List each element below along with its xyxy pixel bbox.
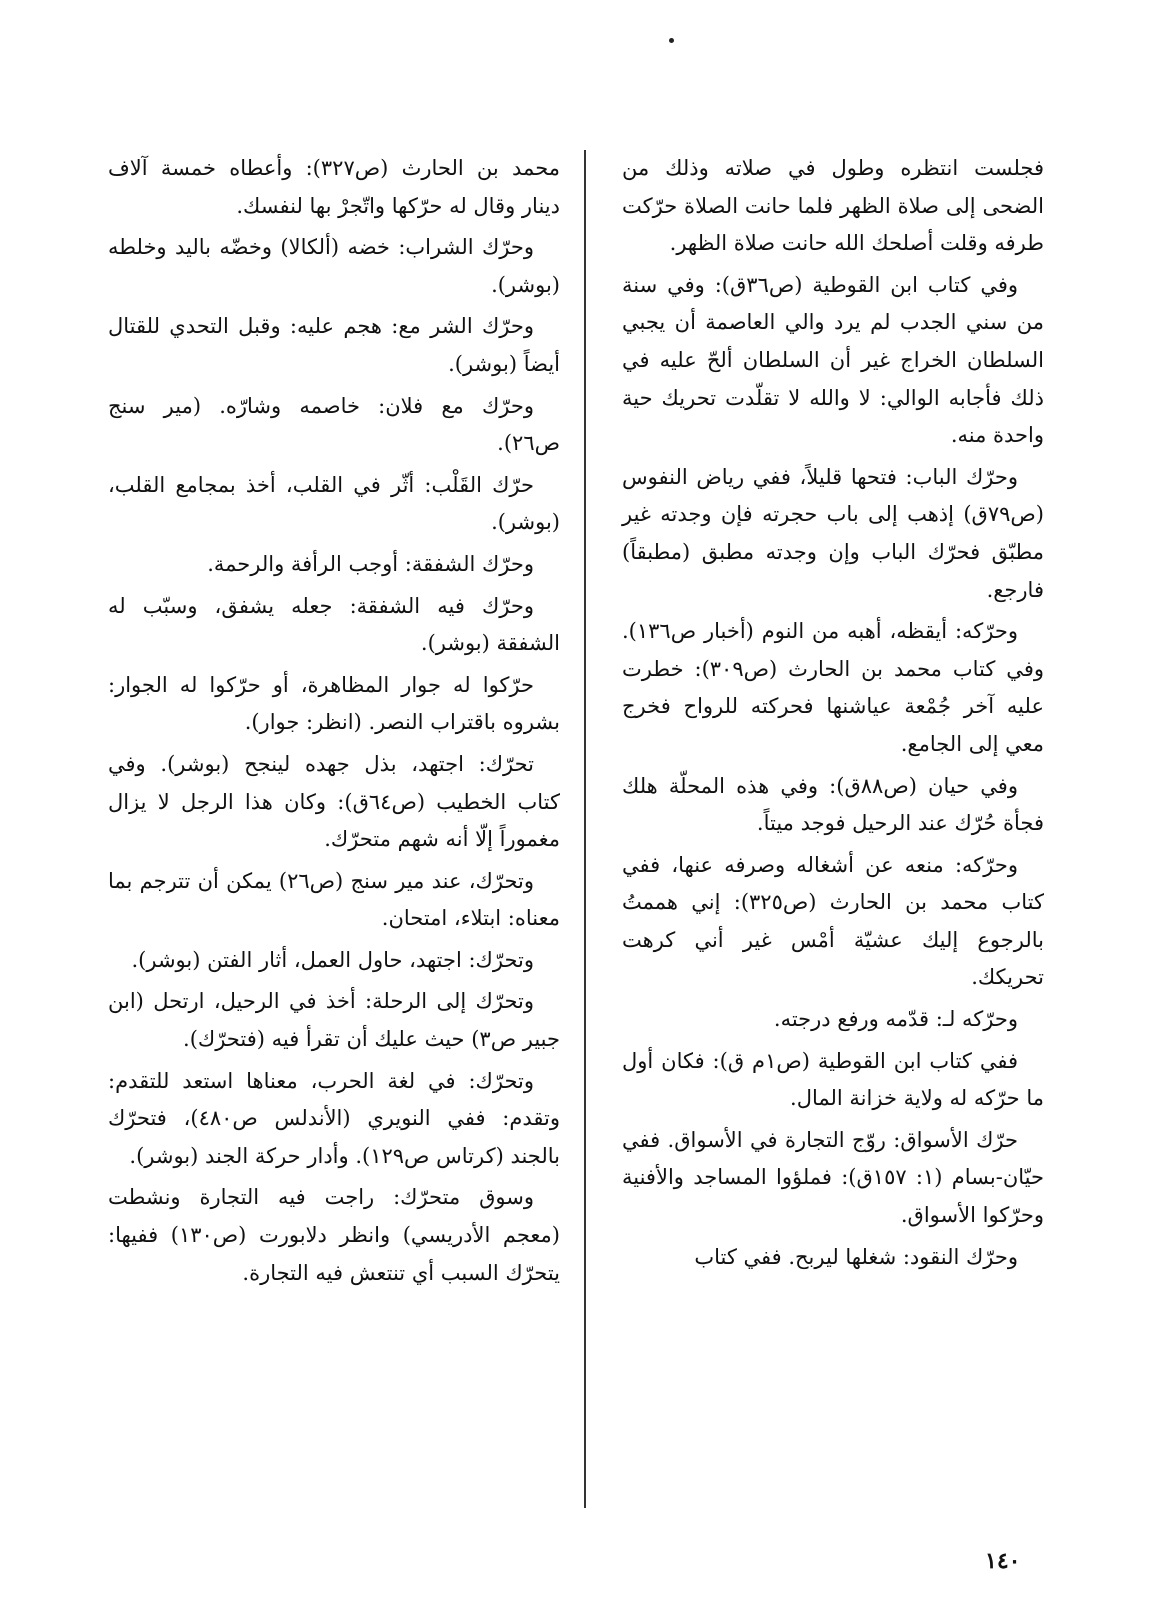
paragraph: حرّكوا له جوار المظاهرة، أو حرّكوا له الجوار: بشروه باقتراب النصر. (انظر: جوار). <box>108 672 560 735</box>
paragraph: وحرّكه: أيقظه، أهبه من النوم (أخبار ص١٣٦). وفي كتاب محمد بن الحارث (ص٣٠٩): خطرت عليه آخر جُمْعة عياشنها فحركته للرواح فخرج معي إلى الجامع. <box>622 619 1044 756</box>
paragraph: تحرّك: اجتهد، بذل جهده لينجح (بوشر). وفي كتاب الخطيب (ص٦٤ق): وكان هذا الرجل لا يزال مغموراً إلّا أنه شهم متحرّك. <box>108 751 560 852</box>
paragraph: وتحرّك: اجتهد، حاول العمل، أثار الفتن (بوشر). <box>131 947 534 972</box>
paragraph: وحرّكه لـ: قدّمه ورفع درجته. <box>773 1007 1018 1032</box>
paragraph: وحرّك النقود: شغلها ليربح. ففي كتاب <box>694 1244 1018 1269</box>
paragraph: وتحرّك إلى الرحلة: أخذ في الرحيل، ارتحل (ابن جبير ص٣) حيث عليك أن تقرأ فيه (فتحرّك). <box>108 989 560 1052</box>
paragraph: وفي كتاب ابن القوطية (ص٣٦ق): وفي سنة من سني الجدب لم يرد والي العاصمة أن يجبي السلطان الخراج غير أن السلطان ألحّ عليه في ذلك فأجابه الوالي: لا والله لا تقلّدت تحريك حية واحدة منه. <box>622 272 1044 448</box>
paragraph: ففي كتاب ابن القوطية (ص١م ق): فكان أول ما حرّكه له ولاية خزانة المال. <box>622 1048 1044 1111</box>
paragraph: حرّك القَلْب: أثّر في القلب، أخذ بمجامع القلب، (بوشر). <box>108 472 560 535</box>
left-column <box>108 150 560 1296</box>
column-divider <box>584 150 586 1508</box>
paragraph: وتحرّك، عند مير سنج (ص٢٦) يمكن أن تترجم بما معناه: ابتلاء، امتحان. <box>108 868 560 931</box>
paragraph: وتحرّك: في لغة الحرب، معناها استعد للتقدم: وتقدم: ففي النويري (الأندلس ص٤٨٠)، فتحرّك بالجند (كرتاس ص١٢٩). وأدار حركة الجند (بوشر). <box>108 1068 561 1168</box>
paragraph: وحرّك فيه الشفقة: جعله يشفق، وسبّب له الشفقة (بوشر). <box>108 593 560 656</box>
paragraph: وفي حيان (ص٨٨ق): وفي هذه المحلّة هلك فجأة حُرّك عند الرحيل فوجد ميتاً. <box>622 773 1044 836</box>
paragraph: حرّك الأسواق: روّج التجارة في الأسواق. ففي حيّان-بسام (١: ١٥٧ق): فملؤوا المساجد والأفنية وحرّكوا الأسواق. <box>622 1127 1044 1228</box>
paragraph: وحرّك الشراب: خضه (ألكالا) وخضّه باليد وخلطه (بوشر). <box>108 235 560 297</box>
paragraph: فجلست انتظره وطول في صلاته وذلك من الضحى إلى صلاة الظهر فلما حانت الصلاة حرّكت طرفه وقلت أصلحك الله حانت صلاة الظهر. <box>622 156 1044 256</box>
paragraph: محمد بن الحارث (ص٣٢٧): وأعطاه خمسة آلاف دينار وقال له حرّكها واتّجرْ بها لنفسك. <box>108 156 560 218</box>
paragraph: وحرّك الشر مع: هجم عليه: وقبل التحدي للقتال أيضاً (بوشر). <box>108 314 560 376</box>
right-column <box>622 150 1044 1280</box>
decorative-dot <box>669 38 674 43</box>
page-number: ١٤٠ <box>985 1548 1021 1574</box>
paragraph: وحرّك الشفقة: أوجب الرأفة والرحمة. <box>207 551 534 576</box>
paragraph: وحرّكه: منعه عن أشغاله وصرفه عنها، ففي كتاب محمد بن الحارث (ص٣٢٥): إني هممتُ بالرجوع إليك عشيّة أمْس غير أني كرهت تحريكك. <box>622 852 1044 990</box>
paragraph: وحرّك مع فلان: خاصمه وشارّه. (مير سنج ص٢٦). <box>108 393 560 456</box>
paragraph: وحرّك الباب: فتحها قليلاً، ففي رياض النفوس (ص٧٩ق) إذهب إلى باب حجرته فإن وجدته غير مطبّق فحرّك الباب وإن وجدته مطبق (مطبقاً) فارجع. <box>622 464 1044 602</box>
paragraph: وسوق متحرّك: راجت فيه التجارة ونشطت (معجم الأدريسي) وانظر دلابورت (ص١٣٠) ففيها: يتحرّك السبب أي تنتعش فيه التجارة. <box>108 1185 561 1285</box>
